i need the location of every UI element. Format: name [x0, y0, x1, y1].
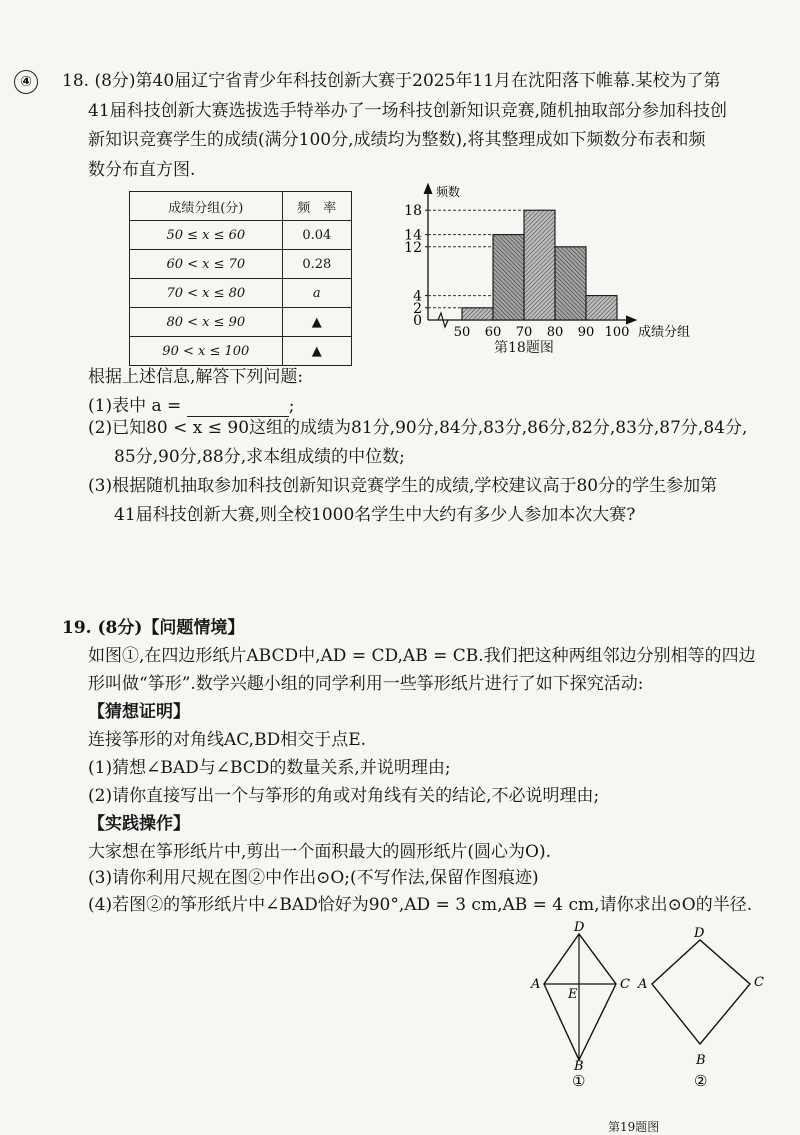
y-axis-label: 频数	[436, 185, 461, 199]
fig2-number: ②	[694, 1072, 708, 1090]
q18-sub1-prefix: (1)表中 a =	[88, 396, 182, 416]
q19-line-2: 形叫做“筝形”.数学兴趣小组的同学利用一些筝形纸片进行了如下探究活动:	[88, 674, 644, 694]
table-cell-freq: ▲	[282, 337, 351, 366]
q19-s2-line-2: (3)请你利用尺规在图②中作出⊙O;(不写作法,保留作图痕迹)	[88, 868, 539, 888]
q18-sub1-suffix: ;	[288, 396, 295, 416]
table-cell-group: 80 < x ≤ 90	[130, 308, 283, 337]
fig2-label-d: D	[694, 926, 705, 941]
x-tick-label: 70	[515, 325, 533, 340]
x-tick-label: 100	[604, 325, 630, 340]
table-row	[130, 221, 352, 250]
kite-outline	[544, 934, 616, 1060]
q18-line-3: 新知识竞赛学生的成绩(满分100分,成绩均为整数),将其整理成如下频数分布表和频	[88, 130, 706, 150]
table-cell-group: 70 < x ≤ 80	[130, 279, 283, 308]
y-tick-label: 12	[404, 239, 422, 256]
kite-figure-1	[520, 918, 640, 1090]
table-row	[130, 250, 352, 279]
table-row	[130, 337, 352, 366]
table-cell-freq: 0.04	[282, 221, 351, 250]
table-cell-group: 50 ≤ x ≤ 60	[130, 221, 283, 250]
frequency-table	[129, 191, 352, 366]
table-header-freq: 频 率	[282, 192, 351, 221]
q18-sub1	[88, 395, 294, 417]
y-tick-label: 14	[404, 227, 422, 244]
q18-sub3-line-1: (3)根据随机抽取参加科技创新知识竞赛学生的成绩,学校建议高于80分的学生参加第	[88, 476, 718, 496]
q18-line-2: 41届科技创新大赛选拔选手特举办了一场科技创新知识竞赛,随机抽取部分参加科技创	[88, 101, 728, 121]
q19-s1-line-3: (2)请你直接写出一个与筝形的角或对角线有关的结论,不必说明理由;	[88, 786, 600, 806]
q18-sub2-line-2: 85分,90分,88分,求本组成绩的中位数;	[114, 447, 405, 467]
fig1-label-a: A	[531, 977, 541, 992]
histogram-bar	[462, 308, 493, 320]
page-marker: ④	[14, 70, 38, 94]
frequency-histogram	[400, 180, 720, 340]
q18-prompt: 根据上述信息,解答下列问题:	[88, 367, 304, 387]
x-axis-label: 成绩分组	[638, 325, 691, 340]
fig1-number: ①	[572, 1072, 586, 1090]
q19-line-1: 如图①,在四边形纸片ABCD中,AD = CD,AB = CB.我们把这种两组邻边分别相等的四边	[88, 646, 756, 666]
histogram-bar	[586, 296, 617, 320]
q19-header: 19. (8分)【问题情境】	[62, 618, 245, 638]
x-tick-label: 90	[577, 325, 595, 340]
y-tick-label: 18	[404, 203, 422, 220]
kite-outline	[652, 940, 750, 1044]
table-cell-freq: 0.28	[282, 250, 351, 279]
histogram-bar	[555, 247, 586, 320]
y-tick-label: 2	[413, 300, 422, 317]
table-header-group: 成绩分组(分)	[130, 192, 283, 221]
q18-sub3-line-2: 41届科技创新大赛,则全校1000名学生中大约有多少人参加本次大赛?	[114, 505, 636, 525]
q19-s2-line-1: 大家想在筝形纸片中,剪出一个面积最大的圆形纸片(圆心为O).	[88, 842, 552, 862]
table-row	[130, 308, 352, 337]
y-tick-label: 0	[413, 313, 422, 329]
fig2-label-c: C	[754, 975, 764, 990]
answer-blank	[187, 400, 289, 417]
q19-section-conjecture: 【猜想证明】	[88, 702, 190, 722]
fig1-label-c: C	[620, 977, 630, 992]
fig1-label-b: B	[574, 1059, 584, 1074]
fig1-label-d: D	[574, 920, 585, 935]
x-tick-label: 50	[453, 325, 471, 340]
x-tick-label: 80	[546, 325, 564, 340]
q19-s1-line-2: (1)猜想∠BAD与∠BCD的数量关系,并说明理由;	[88, 758, 451, 778]
x-axis-arrow	[626, 316, 636, 324]
table-cell-freq: a	[282, 279, 351, 308]
q18-line-1: 18. (8分)第40届辽宁省青少年科技创新大赛于2025年11月在沈阳落下帷幕.某校为了第	[62, 71, 721, 91]
table-row	[130, 279, 352, 308]
x-tick-label: 60	[484, 325, 502, 340]
fig2-label-a: A	[638, 977, 648, 992]
q18-figure-caption: 第18题图	[494, 340, 554, 356]
table-cell-freq: ▲	[282, 308, 351, 337]
q18-line-4: 数分布直方图.	[88, 160, 196, 180]
q19-s1-line-1: 连接筝形的对角线AC,BD相交于点E.	[88, 730, 367, 750]
q19-figure-caption: 第19题图	[608, 1120, 660, 1134]
y-axis-arrow	[424, 184, 432, 194]
q19-section-practice: 【实践操作】	[88, 814, 190, 834]
histogram-bar	[524, 210, 555, 320]
histogram-bar	[493, 235, 524, 320]
kite-figure-2	[630, 918, 770, 1090]
q18-sub2-line-1: (2)已知80 < x ≤ 90这组的成绩为81分,90分,84分,83分,86分,82分,83分,87分,84分,	[88, 418, 748, 438]
table-cell-group: 90 < x ≤ 100	[130, 337, 283, 366]
q19-s2-line-3: (4)若图②的筝形纸片中∠BAD恰好为90°,AD = 3 cm,AB = 4 cm,请你求出⊙O的半径.	[88, 895, 753, 915]
table-header-row	[130, 192, 352, 221]
y-tick-label: 4	[413, 288, 422, 305]
fig1-label-e: E	[568, 987, 578, 1002]
table-cell-group: 60 < x ≤ 70	[130, 250, 283, 279]
fig2-label-b: B	[696, 1053, 706, 1068]
